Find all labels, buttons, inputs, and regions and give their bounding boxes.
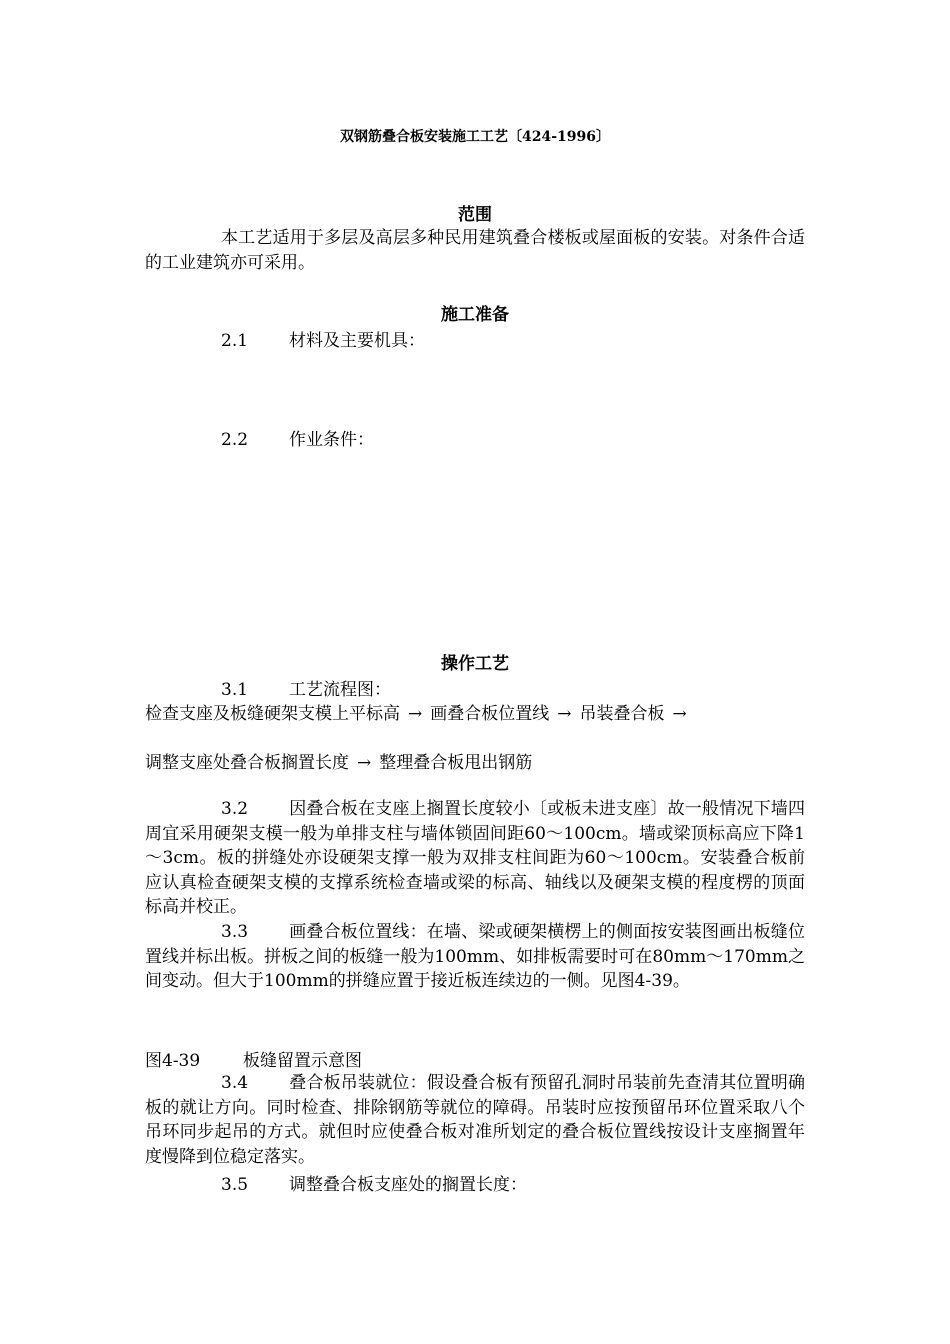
flow-step: 检查支座及板缝硬架支模上平标高	[145, 704, 400, 724]
item-3-1	[221, 675, 391, 700]
item-number: 3.5	[221, 1175, 249, 1195]
figure-number: 图4-39	[145, 1051, 201, 1071]
paragraph-3-3	[145, 920, 805, 994]
item-text: 工艺流程图：	[289, 680, 391, 700]
item-number: 3.4	[221, 1073, 249, 1093]
item-text: 因叠合板在支座上搁置长度较小〔或板未进支座〕故一般情况下墙四周宜采用硬架支模一般为单排支柱与墙体锁固间距60～100cm。墙或梁顶标高应下降1～3cm。板的拼缝处亦设硬架支撑一般为双排支柱间距为60～100cm。安装叠合板前应认真检查硬架支模的支撑系统检查墙或梁的标高、轴线以及硬架支模的程度楞的顶面标高并校正。	[145, 799, 805, 917]
flow-line-1	[145, 699, 695, 724]
item-number: 2.2	[221, 430, 249, 450]
figure-title: 板缝留置示意图	[243, 1051, 362, 1071]
paragraph-3-4	[145, 1071, 805, 1169]
flow-step: 整理叠合板甩出钢筋	[379, 753, 533, 773]
arrow-right-icon: →	[557, 704, 572, 724]
item-number: 2.1	[221, 331, 249, 351]
item-number: 3.1	[221, 680, 249, 700]
item-number: 3.3	[221, 922, 249, 942]
item-text: 材料及主要机具：	[289, 331, 425, 351]
section-heading-operation: 操作工艺	[441, 654, 509, 674]
flow-line-2	[145, 748, 532, 773]
arrow-right-icon: →	[408, 704, 423, 724]
figure-caption	[145, 1046, 362, 1071]
arrow-right-icon: →	[357, 753, 372, 773]
flow-step: 调整支座处叠合板搁置长度	[145, 753, 349, 773]
document-title: 双钢筋叠合板安装施工工艺〔424-1996〕	[340, 129, 610, 145]
scope-paragraph: 本工艺适用于多层及高层多种民用建筑叠合楼板或屋面板的安装。对条件合适的工业建筑亦可采用。	[145, 228, 805, 273]
flow-step: 画叠合板位置线	[430, 704, 550, 724]
item-number: 3.2	[221, 799, 249, 819]
item-text: 作业条件：	[289, 430, 374, 450]
item-3-5	[221, 1170, 527, 1195]
section-heading-preparation: 施工准备	[441, 305, 509, 325]
section-heading-scope: 范围	[458, 205, 492, 225]
item-2-1	[221, 326, 425, 351]
item-text: 调整叠合板支座处的搁置长度：	[289, 1175, 527, 1195]
arrow-right-icon: →	[672, 704, 687, 724]
paragraph-3-2	[145, 797, 805, 920]
flow-step: 吊装叠合板	[579, 704, 665, 724]
item-text: 画叠合板位置线：在墙、梁或硬架横楞上的侧面按安装图画出板缝位置线并标出板。拼板之间的板缝一般为100mm、如排板需要时可在80mm～170mm之间变动。但大于100mm的拼缝应置于接近板连续边的一侧。见图4-39。	[145, 922, 805, 991]
item-text: 叠合板吊装就位：假设叠合板有预留孔洞时吊装前先查清其位置明确板的就让方向。同时检查、排除钢筋等就位的障碍。吊装时应按预留吊环位置采取八个吊环同步起吊的方式。就但时应使叠合板对准所划定的叠合板位置线按设计支座搁置年度慢降到位稳定落实。	[145, 1073, 805, 1167]
item-2-2	[221, 425, 374, 450]
